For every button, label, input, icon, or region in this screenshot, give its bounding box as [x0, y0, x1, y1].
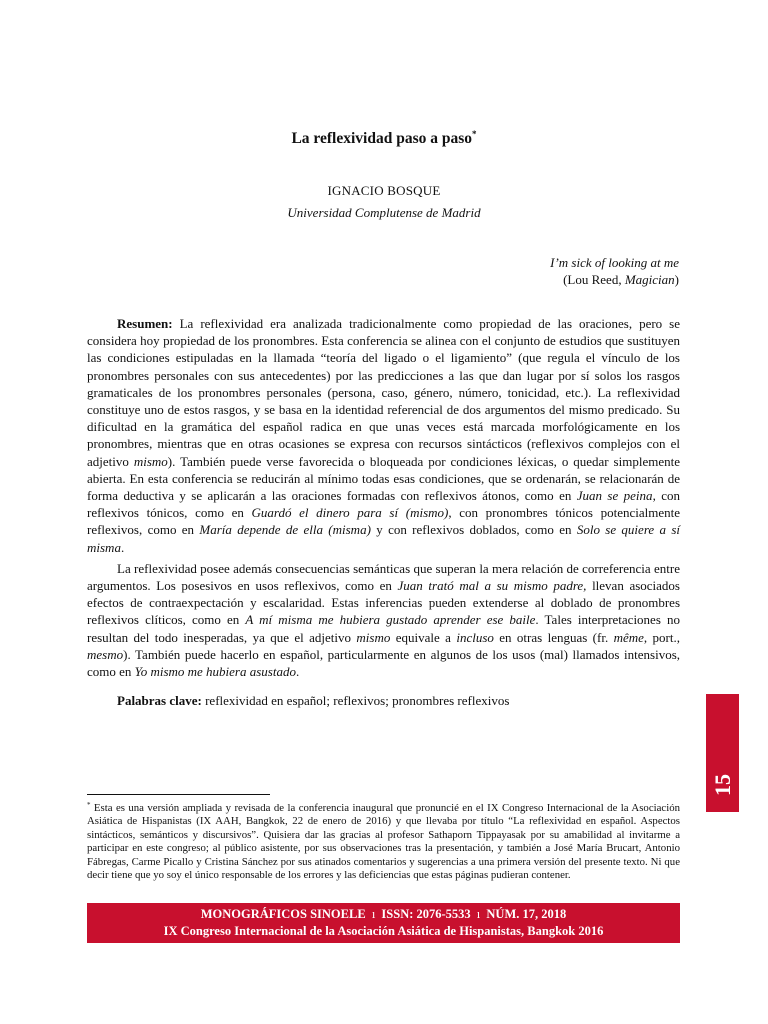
italic-example: mismo: [133, 453, 168, 469]
page-number-tab: [706, 694, 739, 812]
italic-example: Juan trató mal a su mismo padre,: [397, 578, 587, 594]
epigraph-source-close: ): [674, 272, 679, 287]
abstract-label: Resumen:: [117, 316, 173, 331]
banner-line-1: [87, 906, 680, 923]
text-run: La reflexividad posee además consecuencias semánticas que superan la mera relación de correferencia entre argumentos. Los posesivos en usos reflexivos, como en: [87, 560, 680, 594]
abstract-p2-runs: [87, 561, 680, 679]
italic-example: Yo mismo me hubiera asustado: [134, 664, 296, 680]
italic-example: Juan se peina: [576, 488, 653, 504]
italic-example: A mí misma me hubiera gustado aprender ese baile: [245, 612, 536, 628]
epigraph-quote: I’m sick of looking at me: [550, 255, 679, 270]
text-run: llevan asociados efectos de contraexpectación y escalaridad. Estas inferencias pueden extenderse al doblado de pronombres reflexivos clíticos, como en: [87, 578, 680, 628]
banner-issn: ISSN: 2076-5533: [381, 907, 471, 921]
footnote: [87, 799, 680, 882]
title-text: La reflexividad paso a paso: [291, 130, 473, 147]
author-name: IGNACIO BOSQUE: [327, 183, 441, 198]
footnote-divider: [87, 794, 270, 795]
banner-journal: MONOGRÁFICOS SINOELE: [200, 907, 366, 921]
italic-example: Guardó el dinero para sí (mismo): [251, 505, 449, 521]
abstract-section: [87, 315, 680, 709]
italic-example: mesmo: [87, 646, 124, 662]
text-run: , port.,: [643, 629, 680, 645]
keywords-paragraph: [87, 692, 680, 709]
italic-example: même: [613, 629, 644, 645]
title-footnote-mark[interactable]: *: [472, 129, 477, 139]
footnote-text: Esta es una versión ampliada y revisada de la conferencia inaugural que pronuncié en el IX Congreso Internacional de la Asociación Asiática de Hispanistas (IX AAH, Bangkok, 22 de enero de 2016) y que llevaba por título “La reflexividad en español. Aspectos sintácticos, semánticos y discursivos”. Quisiera dar las gracias al profesor Sathaporn Tippayasak por su amabilidad al invitarme a participar en este congreso; al público asistente, por sus observaciones tras la presentación, y también a José María Brucart, Antonio Fábregas, Carme Picallo y Cristina Sánchez por sus atinados comentarios y sugerencias a una primera versión del presente texto. Ni que decir tiene que yo soy el único responsable de los errores y las deficiencias que estas páginas pudieran contener.: [87, 802, 680, 882]
italic-example: incluso: [456, 629, 494, 645]
banner-separator-1: ı: [371, 907, 376, 921]
italic-example: Solo se quiere a sí misma: [87, 522, 680, 555]
abstract-paragraph-2: [87, 560, 680, 680]
text-run: en otras lenguas (fr.: [493, 629, 614, 645]
page-number: 15: [709, 774, 735, 796]
abstract-paragraph-1: [87, 315, 680, 556]
epigraph-source-title: Magician: [624, 272, 675, 287]
text-run: , con pronombres tónicos potencialmente reflexivos, como en: [87, 505, 680, 538]
keywords-label: Palabras clave:: [117, 693, 202, 709]
text-run: .: [295, 664, 300, 680]
epigraph-source-open: (Lou Reed,: [563, 272, 625, 287]
epigraph-source: [550, 271, 679, 288]
text-run: equivale a: [390, 629, 457, 645]
text-run: . Tales interpretaciones no resultan del todo inesperadas, ya que el adjetivo: [87, 612, 680, 645]
text-run: ). También puede verse favorecida o bloqueada por condiciones léxicas, o quedar simplemente abierta. En esta conferencia se reducirán al mínimo todas esas condiciones, que se ordenarán, se relacionarán de forma deductiva y se aplicarán a las oraciones formadas con reflexivos átonos, como en: [87, 453, 680, 504]
text-run: , con reflexivos tónicos, como en: [87, 488, 680, 521]
banner-separator-2: ı: [476, 907, 481, 921]
author-affiliation: Universidad Complutense de Madrid: [287, 205, 481, 220]
article-title: [0, 129, 768, 148]
banner-congress: IX Congreso Internacional de la Asociación Asiática de Hispanistas, Bangkok 2016: [163, 924, 604, 938]
keywords-list: reflexividad en español; reflexivos; pronombres reflexivos: [201, 693, 510, 709]
epigraph: [550, 254, 679, 288]
footnote-mark: *: [87, 801, 91, 809]
text-run: .: [120, 539, 125, 555]
text-run: y con reflexivos doblados, como en: [370, 522, 577, 538]
abstract-p1-runs: [87, 316, 680, 555]
banner-issue: NÚM. 17, 2018: [486, 907, 567, 921]
italic-example: mismo: [356, 629, 391, 645]
journal-banner: [87, 903, 680, 943]
italic-example: María depende de ella (misma): [199, 522, 371, 538]
text-run: ). También puede hacerlo en español, particularmente en algunos de los usos (mal) llamados intensivos, como en: [87, 646, 680, 680]
text-run: La reflexividad era analizada tradicionalmente como propiedad de las oraciones, pero se considera hoy propiedad de los pronombres. Esta conferencia se alinea con el conjunto de estudios que sustituyen las condiciones estipuladas en la llamada “teoría del ligado o el ligamiento” (que regula el vínculo de los pronombres personales con sus antecedentes) por las predicciones a las que dan lugar por sí solos los rasgos gramaticales de los pronombres personales (persona, caso, género, número, tonicidad, etc.). La reflexividad constituye uno de estos rasgos, y se basa en la identidad referencial de dos argumentos del mismo predicado. Su dificultad en la gramática del español radica en que unas veces está marcada morfológicamente en los pronombres, mientras que en otras ocasiones se expresa con recursos sintácticos (reflexivos complejos con el adjetivo: [87, 316, 680, 469]
